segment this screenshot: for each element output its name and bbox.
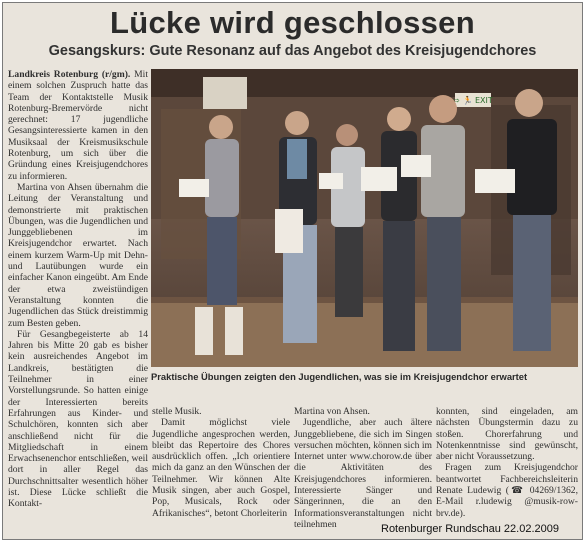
headline: Lücke wird geschlossen (110, 5, 475, 40)
article-column-3 (294, 406, 432, 530)
article-column-2 (152, 406, 290, 518)
article-paragraph: Damit möglichst viele Jugendliche angesprochen werden, bleibt das Repertoire des Chores ausdrücklich offen. „Ich orientiere mich da ganz an den Wünschen der Teilnehmer. Wir können Alte Musik singen, aber auch Gospel, Pop, Musicals, Rock oder Afrikanisches“, betont Chorleiterin (152, 417, 290, 519)
photo-illustration (151, 69, 578, 367)
newspaper-clipping (2, 2, 583, 540)
article-paragraph: Jugendliche, aber auch ältere Junggebliebene, die sich im Singen versuchen möchten, können sich im Internet unter www.chorow.de über die Aktivitäten des Kreisjugendchores informieren. Interessierte Sänger und Sängerinnen, die an den Informationsveranstaltungen nicht teilnehmen (294, 417, 432, 530)
subheadline: Gesangskurs: Gute Resonanz auf das Angebot des Kreisjugendchores (48, 43, 537, 59)
article-paragraph: Landkreis Rotenburg (r/gm). Mit einem solchen Zuspruch hatte das Team der Kontaktstelle Musik Rotenburg-Bremervörde nicht gerechnet: 17 jugendliche Gesangsinteressierte kamen in den Musiksaal der Kreismusikschule Rotenburg, um sich über die Gründung eines Kreisjugendchores zu informieren. (8, 69, 149, 182)
article-paragraph: konnten, sind eingeladen, am nächsten Übungstermin dazu zu stoßen. Chorerfahrung und Notenkenntnisse sind gewünscht, aber nicht Voraussetzung. (436, 406, 578, 463)
article-paragraph: stelle Musik. (152, 406, 202, 417)
photo-caption: Praktische Übungen zeigten den Jugendlichen, was sie im Kreisjugendchor erwartet (151, 371, 528, 382)
choir-photo (151, 69, 578, 367)
dateline: Landkreis Rotenburg (r/gm). (8, 69, 131, 80)
source-line: Rotenburger Rundschau 22.02.2009 (381, 523, 559, 535)
article-column-1 (8, 69, 148, 517)
article-paragraph: Fragen zum Kreisjugendchor beantwortet Fachbereichsleiterin Renate Ludewig (☎ 04269/1362, E-Mail r.ludewig @musik-row-brv.de). (436, 462, 578, 519)
exit-sign: ⇨ 🏃 EXIT (453, 96, 493, 105)
article-column-4 (436, 406, 578, 518)
article-paragraph: Martina von Ahsen. (294, 406, 370, 417)
article-paragraph: Für Gesangbegeisterte ab 14 Jahren bis Mitte 20 gab es bisher kein ausreichendes Angebot im Landkreis, bestätigten die Teilnehmer in einer Vorstellungsrunde. So hatten einige der Interessierten bereits Erfahrungen aus Kinder- und Schulchören, konnten sich aber anschließend nicht für die Mitgliedschaft in einem Erwachsenenchor entschließen, weil dort in aller Regel das Durchschnittsalter wesentlich höher ist. Diese Lücke schließt die Kontakt- (8, 328, 148, 510)
article-paragraph: Martina von Ahsen übernahm die Leitung der Veranstaltung und demonstrierte mit praktischen Übungen, was die Jugendlichen und Junggebliebenen im Kreisjugendchor erwartet. Nach einem kurzem Warm-Up mit Dehn- und Lautübungen wurde ein einfacher Kanon eingeübt. Am Ende der etwa zweistündigen Veranstaltung konnten die Jugendlichen das Stück dreistimmig zum Besten geben. (8, 181, 148, 329)
